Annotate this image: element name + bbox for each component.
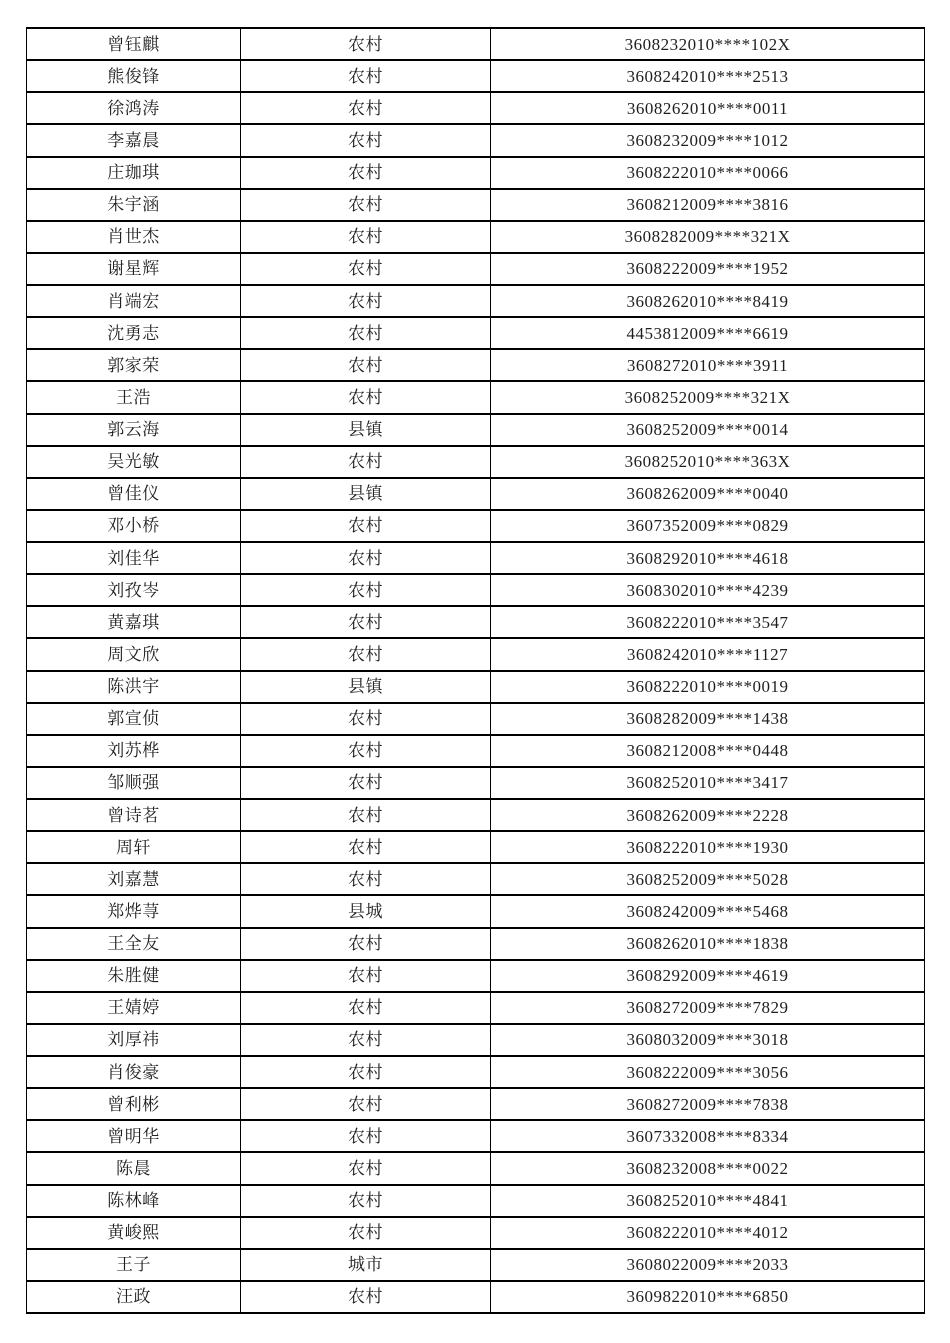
id-number-cell: 3608242010****1127 [491,638,925,670]
student-name-cell: 朱宇涵 [27,189,241,221]
student-name-cell: 汪政 [27,1281,241,1313]
table-row [27,189,925,221]
student-name-cell: 黄峻熙 [27,1217,241,1249]
residence-type-cell: 农村 [241,1056,491,1088]
residence-type-cell: 农村 [241,1281,491,1313]
table-row [27,478,925,510]
id-number-cell: 3608232010****102X [491,28,925,60]
table-row [27,253,925,285]
residence-type-cell: 农村 [241,1185,491,1217]
student-name-cell: 刘嘉慧 [27,863,241,895]
student-name-cell: 曾诗茗 [27,799,241,831]
table-row [27,767,925,799]
table-row [27,414,925,446]
residence-type-cell: 农村 [241,606,491,638]
table-row [27,510,925,542]
table-row [27,1281,925,1313]
table-row [27,799,925,831]
table-row [27,703,925,735]
residence-type-cell: 农村 [241,767,491,799]
table-row [27,381,925,413]
id-number-cell: 4453812009****6619 [491,317,925,349]
student-name-cell: 庄珈琪 [27,157,241,189]
residence-type-cell: 农村 [241,253,491,285]
id-number-cell: 3608302010****4239 [491,574,925,606]
table-row [27,928,925,960]
student-name-cell: 王全友 [27,928,241,960]
residence-type-cell: 农村 [241,349,491,381]
id-number-cell: 3607332008****8334 [491,1120,925,1152]
residence-type-cell: 农村 [241,60,491,92]
residence-type-cell: 农村 [241,157,491,189]
table-row [27,157,925,189]
residence-type-cell: 农村 [241,863,491,895]
table-row [27,831,925,863]
id-number-cell: 3608252009****5028 [491,863,925,895]
id-number-cell: 3608252009****0014 [491,414,925,446]
student-name-cell: 郭家荣 [27,349,241,381]
id-number-cell: 3608232009****1012 [491,124,925,156]
table-row [27,1217,925,1249]
table-row [27,1056,925,1088]
residence-type-cell: 农村 [241,446,491,478]
residence-type-cell: 农村 [241,703,491,735]
residence-type-cell: 农村 [241,992,491,1024]
student-name-cell: 邹顺强 [27,767,241,799]
id-number-cell: 3608242010****2513 [491,60,925,92]
residence-type-cell: 农村 [241,831,491,863]
student-name-cell: 陈洪宇 [27,671,241,703]
id-number-cell: 3608222010****4012 [491,1217,925,1249]
student-name-cell: 曾明华 [27,1120,241,1152]
student-name-cell: 刘佳华 [27,542,241,574]
table-row [27,221,925,253]
student-name-cell: 曾佳仪 [27,478,241,510]
id-number-cell: 3607352009****0829 [491,510,925,542]
id-number-cell: 3608232008****0022 [491,1152,925,1184]
table-row [27,542,925,574]
residence-type-cell: 县镇 [241,671,491,703]
student-name-cell: 李嘉晨 [27,124,241,156]
residence-type-cell: 农村 [241,317,491,349]
residence-type-cell: 农村 [241,960,491,992]
residence-type-cell: 农村 [241,92,491,124]
residence-type-cell: 农村 [241,381,491,413]
student-name-cell: 王婧婷 [27,992,241,1024]
table-row [27,735,925,767]
student-name-cell: 肖俊豪 [27,1056,241,1088]
id-number-cell: 3608272009****7829 [491,992,925,1024]
student-name-cell: 邓小桥 [27,510,241,542]
student-name-cell: 周文欣 [27,638,241,670]
table-row [27,1152,925,1184]
residence-type-cell: 农村 [241,1024,491,1056]
student-name-cell: 郭宣侦 [27,703,241,735]
table-row [27,574,925,606]
residence-type-cell: 农村 [241,510,491,542]
residence-type-cell: 农村 [241,542,491,574]
id-number-cell: 3608282009****1438 [491,703,925,735]
residence-type-cell: 农村 [241,1152,491,1184]
table-row [27,638,925,670]
student-name-cell: 王浩 [27,381,241,413]
table-row [27,992,925,1024]
table-row [27,92,925,124]
residence-type-cell: 农村 [241,124,491,156]
table-row [27,863,925,895]
student-name-cell: 陈晨 [27,1152,241,1184]
id-number-cell: 3608292009****4619 [491,960,925,992]
residence-type-cell: 县城 [241,895,491,927]
table-row [27,124,925,156]
id-number-cell: 3608222009****1952 [491,253,925,285]
id-number-cell: 3608222010****0019 [491,671,925,703]
table-row [27,895,925,927]
table-row [27,446,925,478]
table-row [27,1120,925,1152]
student-name-cell: 刘厚祎 [27,1024,241,1056]
residence-type-cell: 农村 [241,735,491,767]
table-row [27,349,925,381]
id-number-cell: 3608262010****1838 [491,928,925,960]
student-name-cell: 吴光敏 [27,446,241,478]
residence-type-cell: 农村 [241,189,491,221]
residence-type-cell: 农村 [241,574,491,606]
table-row [27,1088,925,1120]
residence-type-cell: 农村 [241,28,491,60]
id-number-cell: 3608222010****1930 [491,831,925,863]
residence-type-cell: 县镇 [241,414,491,446]
student-name-cell: 郑烨荨 [27,895,241,927]
student-name-cell: 曾钰麒 [27,28,241,60]
id-number-cell: 3608262010****8419 [491,285,925,317]
table-row [27,285,925,317]
id-number-cell: 3608262009****0040 [491,478,925,510]
student-name-cell: 朱胜健 [27,960,241,992]
id-number-cell: 3608262010****0011 [491,92,925,124]
id-number-cell: 3608242009****5468 [491,895,925,927]
student-name-cell: 刘苏桦 [27,735,241,767]
id-number-cell: 3608272010****3911 [491,349,925,381]
roster-table-body [27,28,925,1313]
table-row [27,28,925,60]
id-number-cell: 3609822010****6850 [491,1281,925,1313]
id-number-cell: 3608262009****2228 [491,799,925,831]
id-number-cell: 3608252010****363X [491,446,925,478]
table-row [27,1024,925,1056]
id-number-cell: 3608222009****3056 [491,1056,925,1088]
residence-type-cell: 农村 [241,638,491,670]
student-name-cell: 肖端宏 [27,285,241,317]
table-row [27,960,925,992]
residence-type-cell: 农村 [241,1217,491,1249]
table-row [27,1185,925,1217]
residence-type-cell: 农村 [241,1120,491,1152]
residence-type-cell: 农村 [241,221,491,253]
id-number-cell: 3608222010****3547 [491,606,925,638]
student-name-cell: 王子 [27,1249,241,1281]
student-name-cell: 黄嘉琪 [27,606,241,638]
student-name-cell: 谢星辉 [27,253,241,285]
student-name-cell: 陈林峰 [27,1185,241,1217]
residence-type-cell: 农村 [241,285,491,317]
residence-type-cell: 农村 [241,1088,491,1120]
id-number-cell: 3608022009****2033 [491,1249,925,1281]
id-number-cell: 3608212008****0448 [491,735,925,767]
student-roster-table [26,27,925,1314]
id-number-cell: 3608272009****7838 [491,1088,925,1120]
table-row [27,317,925,349]
student-name-cell: 肖世杰 [27,221,241,253]
id-number-cell: 3608252010****3417 [491,767,925,799]
id-number-cell: 3608252009****321X [491,381,925,413]
id-number-cell: 3608212009****3816 [491,189,925,221]
student-name-cell: 刘孜岑 [27,574,241,606]
residence-type-cell: 城市 [241,1249,491,1281]
student-name-cell: 徐鸿涛 [27,92,241,124]
table-row [27,1249,925,1281]
residence-type-cell: 农村 [241,928,491,960]
id-number-cell: 3608252010****4841 [491,1185,925,1217]
student-name-cell: 周轩 [27,831,241,863]
residence-type-cell: 县镇 [241,478,491,510]
id-number-cell: 3608032009****3018 [491,1024,925,1056]
id-number-cell: 3608292010****4618 [491,542,925,574]
student-name-cell: 郭云海 [27,414,241,446]
student-name-cell: 曾利彬 [27,1088,241,1120]
table-row [27,606,925,638]
student-name-cell: 熊俊锋 [27,60,241,92]
residence-type-cell: 农村 [241,799,491,831]
table-row [27,60,925,92]
student-name-cell: 沈勇志 [27,317,241,349]
id-number-cell: 3608282009****321X [491,221,925,253]
id-number-cell: 3608222010****0066 [491,157,925,189]
table-row [27,671,925,703]
